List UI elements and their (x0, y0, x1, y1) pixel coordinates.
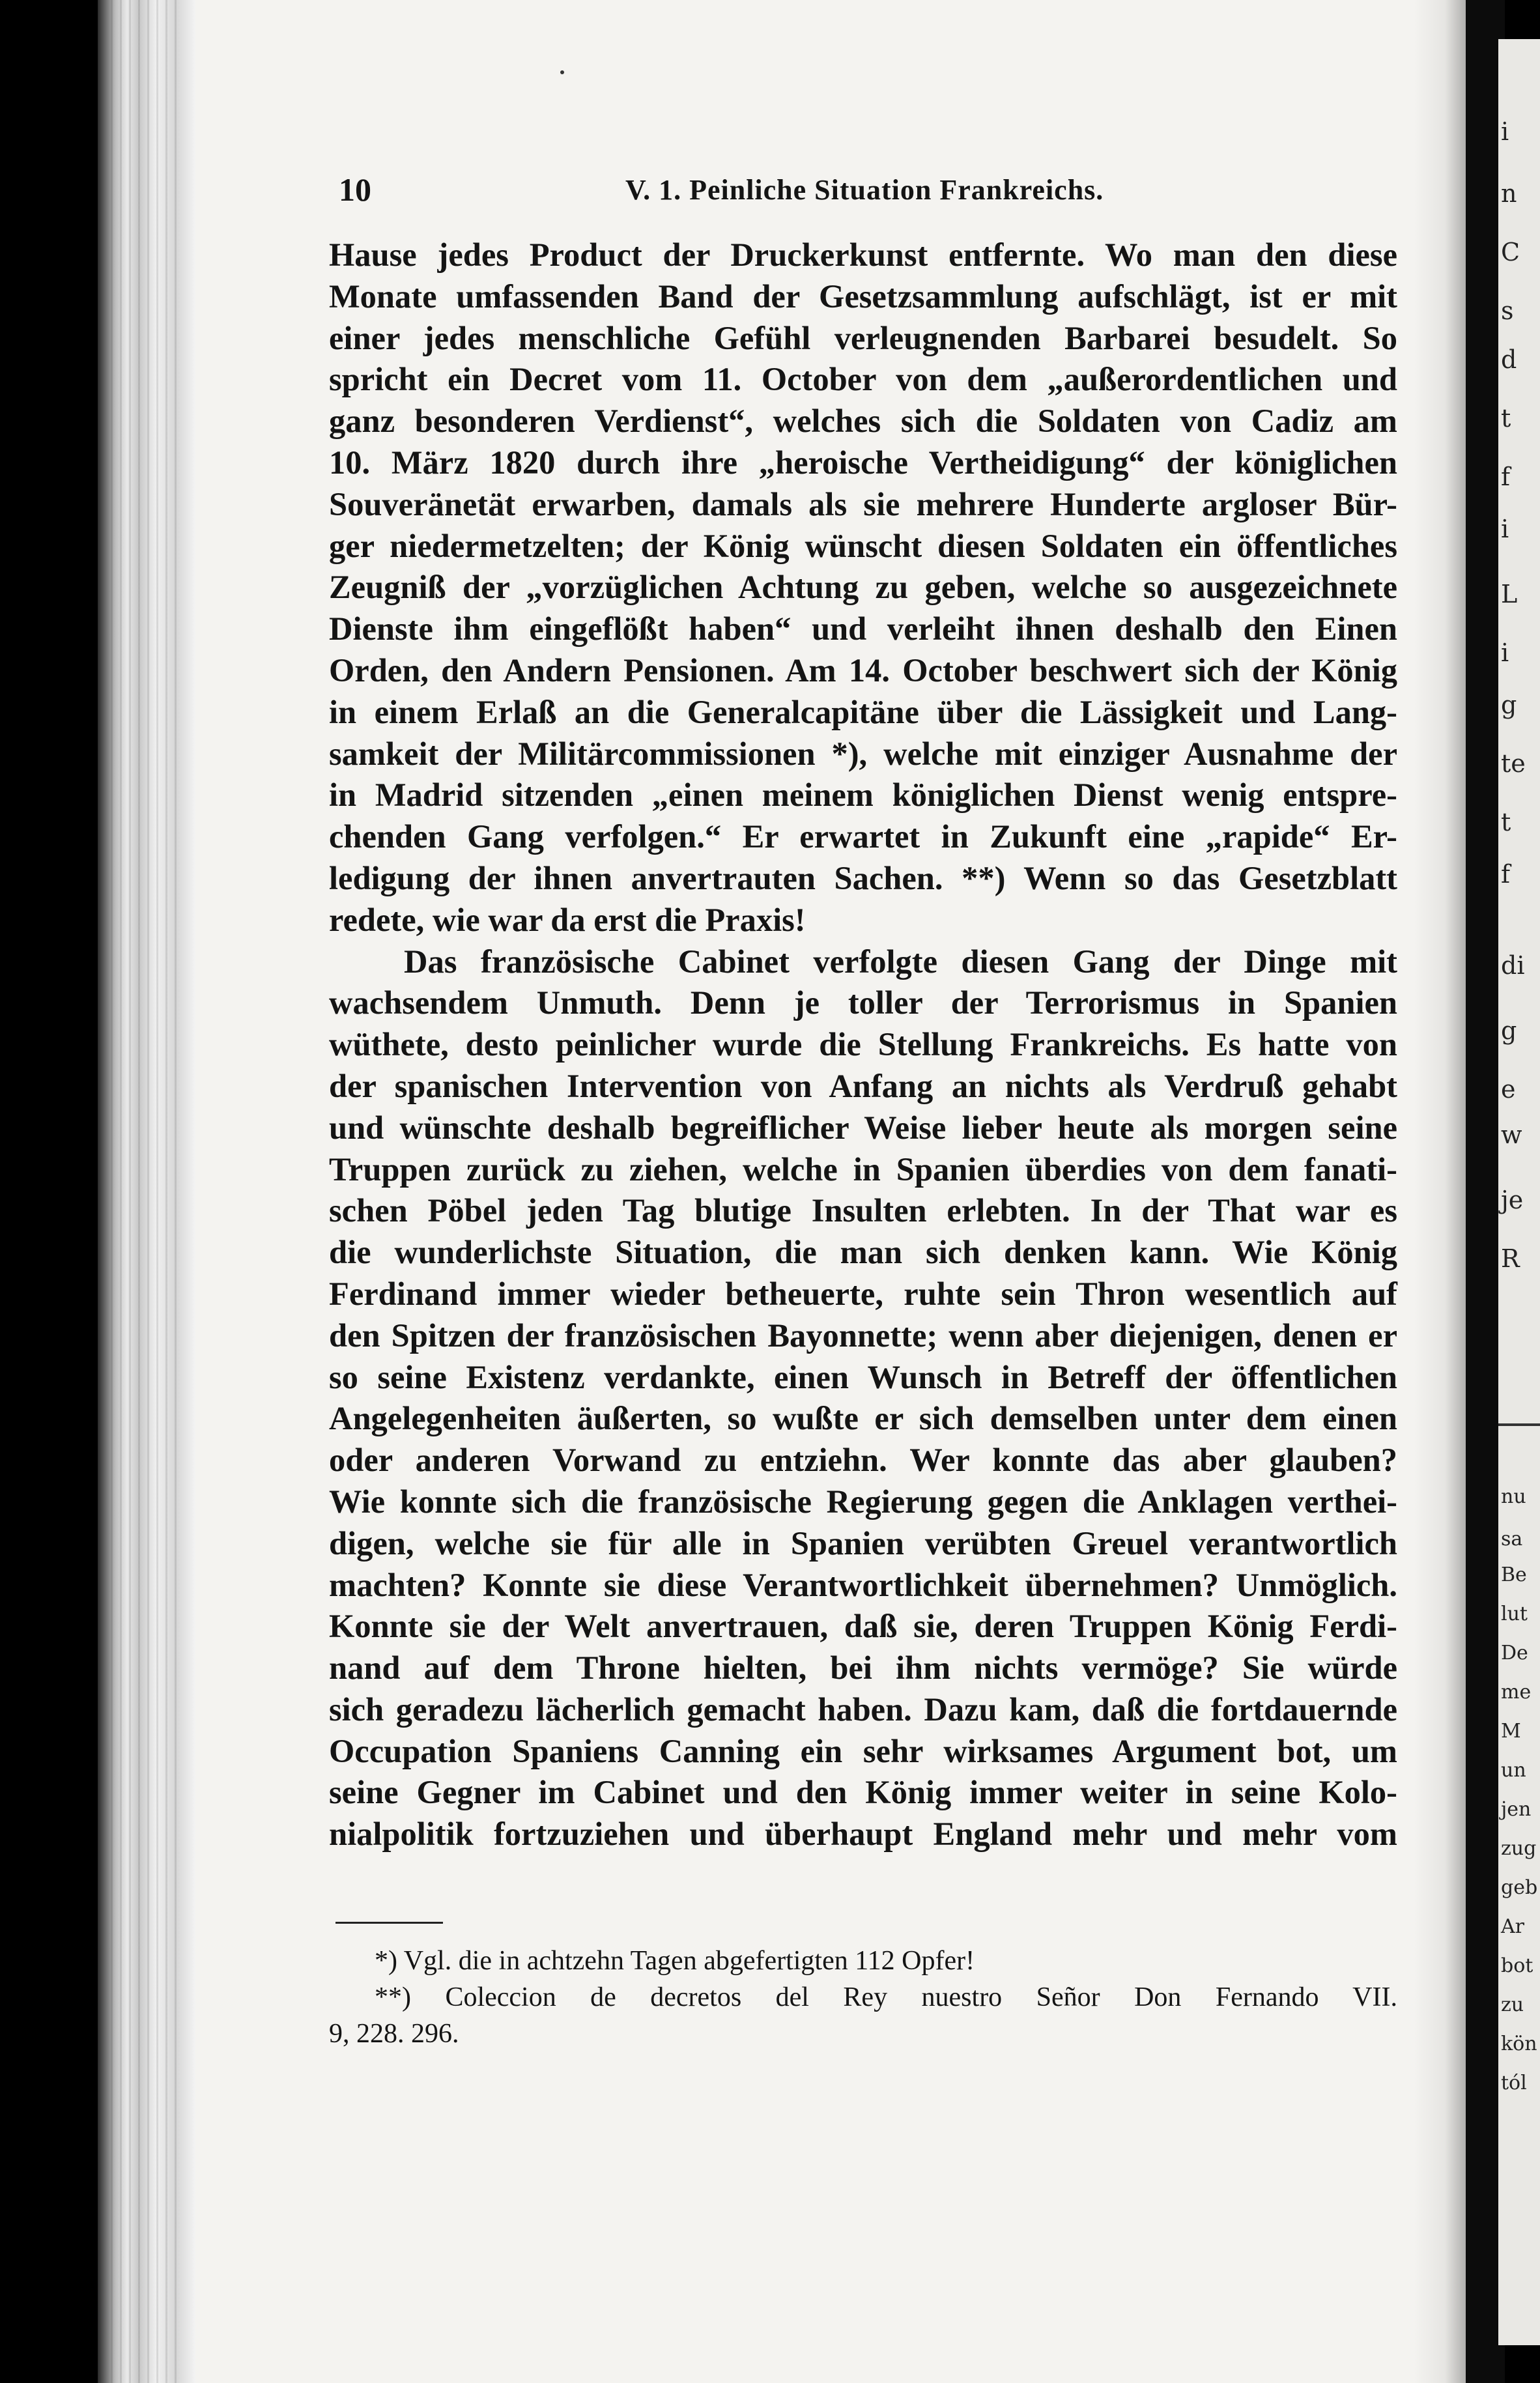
running-head: V. 1. Peinliche Situation Frankreichs. (625, 174, 1104, 206)
body-line: schen Pöbel jeden Tag blutige Insulten erlebten. In der That war es (329, 1192, 1397, 1229)
body-line: der spanischen Intervention von Anfang an nichts als Verdruß gehabt (329, 1067, 1397, 1104)
footnote-1: *) Vgl. die in achtzehn Tagen abgefertigten 112 Opfer! (375, 1946, 975, 1976)
next-page-edge (1498, 39, 1540, 2345)
body-line: Occupation Spaniens Canning ein sehr wirksames Argument bot, um (329, 1732, 1397, 1769)
next-page-fragment: bot (1501, 1954, 1533, 1977)
page-number: 10 (339, 171, 371, 208)
scanner-frame-left (0, 0, 98, 2383)
next-page-fragment: M (1501, 1720, 1521, 1743)
next-page-fragment: me (1501, 1681, 1532, 1704)
next-page-fragment: C (1501, 238, 1520, 266)
body-line: Hause jedes Product der Druckerkunst entfernte. Wo man den diese (329, 236, 1397, 273)
next-page-fragment: L (1501, 580, 1518, 608)
next-page-fragment: Be (1501, 1563, 1527, 1586)
body-line: ganz besonderen Verdienst“, welches sich die Soldaten von Cadiz am (329, 403, 1397, 440)
body-line: chenden Gang verfolgen.“ Er erwartet in Zukunft eine „rapide“ Er- (329, 818, 1397, 855)
body-line: Monate umfassenden Band der Gesetzsammlung aufschlägt, ist er mit (329, 278, 1397, 315)
next-page-fragment: t (1501, 808, 1511, 836)
next-page-fragment: i (1501, 638, 1509, 667)
next-page-fragment: tól (1501, 2072, 1527, 2094)
next-page-fragment: w (1501, 1120, 1522, 1149)
body-text (329, 235, 1397, 1855)
next-page-fragment: f (1501, 860, 1511, 889)
body-line: in Madrid sitzenden „einen meinem königlichen Dienst wenig entspre- (329, 777, 1397, 814)
body-line: Orden, den Andern Pensionen. Am 14. October beschwert sich der König (329, 651, 1397, 689)
footnote-2-continuation: 9, 228. 296. (329, 2019, 459, 2049)
body-line: sich geradezu lächerlich gemacht haben. Dazu kam, daß die fortdauernde (329, 1691, 1397, 1728)
body-line: Das französische Cabinet verfolgte diesen Gang der Dinge mit (404, 943, 1397, 980)
next-page-fragment: kön (1501, 2033, 1537, 2055)
footnote-rule (335, 1922, 443, 1924)
body-line: wachsendem Unmuth. Denn je toller der Terrorismus in Spanien (329, 984, 1397, 1021)
body-line: und wünschte deshalb begreiflicher Weise lieber heute als morgen seine (329, 1109, 1397, 1146)
body-line: spricht ein Decret vom 11. October von dem „außerordentlichen und (329, 361, 1397, 398)
next-page-fragment: Ar (1501, 1915, 1525, 1938)
body-line: machten? Konnte sie diese Verantwortlichkeit übernehmen? Unmöglich. (329, 1566, 1397, 1603)
next-page-fragment: d (1501, 345, 1517, 374)
body-line: seine Gegner im Cabinet und den König immer weiter in seine Kolo- (329, 1774, 1397, 1811)
page-edge-lines (111, 0, 182, 2383)
body-line: nand auf dem Throne hielten, bei ihm nichts vermöge? Sie würde (329, 1649, 1397, 1687)
next-page-fragment: di (1501, 951, 1525, 980)
body-line: Angelegenheiten äußerten, so wußte er sich demselben unter dem einen (329, 1400, 1397, 1437)
next-page-fragment: je (1501, 1186, 1524, 1214)
next-page-fragment: zu (1501, 1993, 1524, 2016)
body-line: samkeit der Militärcommissionen *), welche mit einziger Ausnahme der (329, 735, 1397, 772)
body-line: wüthete, desto peinlicher wurde die Stellung Frankreichs. Es hatte von (329, 1026, 1397, 1063)
body-line: Wie konnte sich die französische Regierung gegen die Anklagen verthei- (329, 1483, 1397, 1520)
next-page-fragment: f (1501, 463, 1511, 491)
next-page-fragment: nu (1501, 1485, 1526, 1508)
next-page-fragment: R (1501, 1244, 1520, 1273)
body-line: Truppen zurück zu ziehen, welche in Spanien überdies von dem fanati- (329, 1150, 1397, 1188)
body-line: ger niedermetzelten; der König wünscht diesen Soldaten ein öffentliches (329, 527, 1397, 564)
body-line: Zeugniß der „vorzüglichen Achtung zu geben, welche so ausgezeichnete (329, 569, 1397, 606)
next-page-fragment: n (1501, 179, 1517, 208)
next-page-fragment: t (1501, 404, 1511, 433)
body-line: Konnte sie der Welt anvertrauen, daß sie, deren Truppen König Ferdi- (329, 1608, 1397, 1645)
next-page-fragment: geb (1501, 1876, 1538, 1899)
next-page-fragment: i (1501, 515, 1509, 543)
body-line: den Spitzen der französischen Bayonnette; wenn aber diejenigen, denen er (329, 1317, 1397, 1354)
body-line: redete, wie war da erst die Praxis! (329, 901, 806, 938)
next-page-fragment: zug (1501, 1837, 1537, 1860)
next-page-fragment: un (1501, 1759, 1526, 1782)
body-line: einer jedes menschliche Gefühl verleugnenden Barbarei besudelt. So (329, 319, 1397, 356)
footnote-2: **) Coleccion de decretos del Rey nuestro Señor Don Fernando VII. (375, 1982, 1397, 2012)
next-page-fragment: g (1501, 691, 1517, 719)
body-line: ledigung der ihnen anvertrauten Sachen. **) Wenn so das Gesetzblatt (329, 859, 1397, 896)
body-line: 10. März 1820 durch ihre „heroische Vertheidigung“ der königlichen (329, 444, 1397, 481)
body-line: nialpolitik fortzuziehen und überhaupt England mehr und mehr vom (329, 1816, 1397, 1853)
page-header (339, 171, 1407, 210)
body-line: die wunderlichste Situation, die man sich denken kann. Wie König (329, 1234, 1397, 1271)
body-line: Souveränetät erwarben, damals als sie mehrere Hunderte argloser Bür- (329, 485, 1397, 522)
body-line: digen, welche sie für alle in Spanien verübten Greuel verantwortlich (329, 1524, 1397, 1562)
body-line: in einem Erlaß an die Generalcapitäne über die Lässigkeit und Lang- (329, 693, 1397, 730)
body-line: oder anderen Vorwand zu entziehn. Wer konnte das aber glauben? (329, 1442, 1397, 1479)
next-page-fragment: s (1501, 296, 1514, 325)
next-page-fragment: g (1501, 1016, 1517, 1045)
body-line: so seine Existenz verdankte, einen Wunsch in Betreff der öffentlichen (329, 1358, 1397, 1395)
next-page-fragment: lut (1501, 1603, 1528, 1625)
scan-speck (560, 70, 564, 74)
footnotes (329, 1943, 1397, 2052)
next-page-fragment: De (1501, 1642, 1528, 1664)
next-page-fragment: i (1501, 117, 1509, 146)
next-page-fragment: te (1501, 749, 1526, 778)
next-page-fragment: e (1501, 1075, 1516, 1104)
body-line: Dienste ihm eingeflößt haben“ und verleiht ihnen deshalb den Einen (329, 610, 1397, 648)
next-page-fragment: sa (1501, 1528, 1523, 1550)
next-page-footnote-rule (1498, 1423, 1540, 1426)
body-line: Ferdinand immer wieder betheuerte, ruhte sein Thron wesentlich auf (329, 1275, 1397, 1312)
next-page-fragment: jen (1501, 1798, 1532, 1821)
